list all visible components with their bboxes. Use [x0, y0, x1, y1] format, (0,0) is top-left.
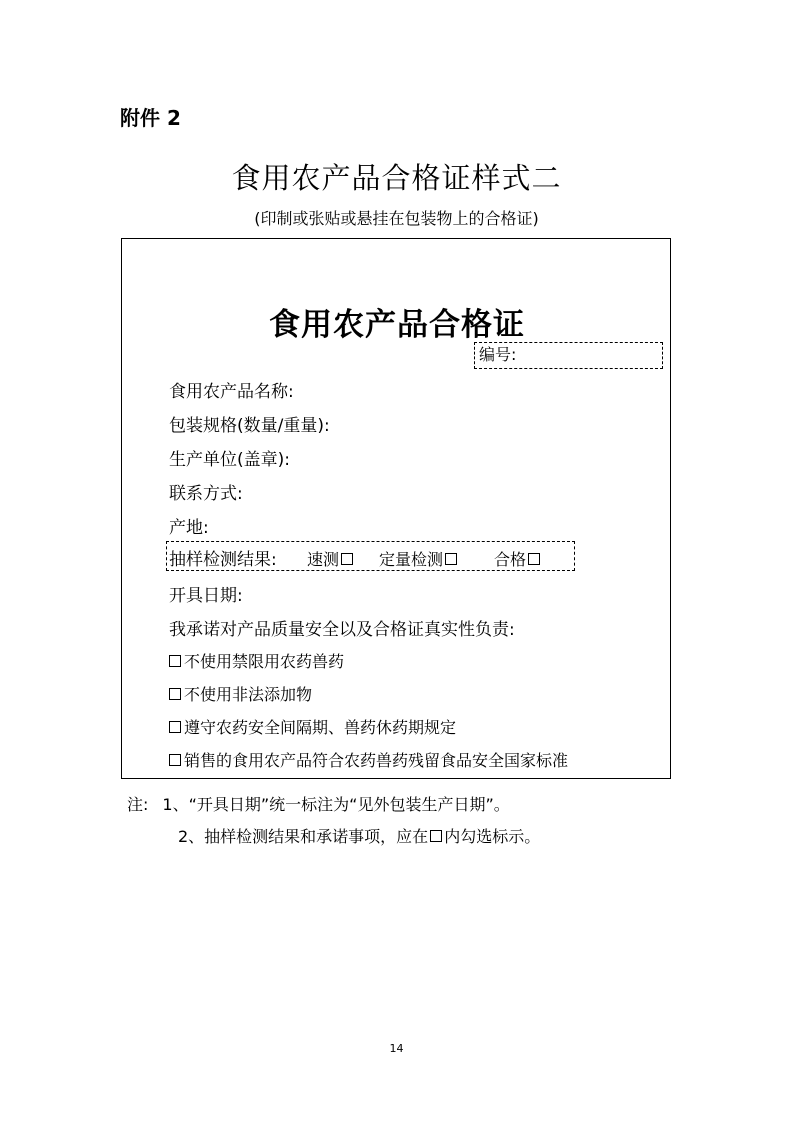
checkbox-icon — [445, 553, 457, 565]
checkbox-icon — [169, 655, 181, 667]
document-subtitle: (印制或张贴或悬挂在包装物上的合格证) — [254, 209, 539, 228]
serial-number-box — [474, 342, 663, 369]
serial-number-label: 编号: — [479, 345, 517, 364]
product-name-field: 食用农产品名称: — [169, 382, 294, 402]
commitment-item — [169, 748, 568, 771]
page-number: 14 — [389, 1042, 404, 1055]
test-result-box — [166, 541, 575, 571]
option-quantitative-test — [379, 547, 459, 570]
option-qualified — [494, 547, 542, 570]
option-qualified-label: 合格 — [494, 550, 527, 569]
contact-field: 联系方式: — [169, 484, 243, 504]
option-quick-test-label: 速测 — [307, 550, 340, 569]
note-1-text: 1、“开具日期”统一标注为“见外包装生产日期”。 — [162, 795, 510, 814]
option-quantitative-test-label: 定量检测 — [379, 550, 444, 569]
checkbox-icon — [169, 688, 181, 700]
checkbox-icon — [169, 754, 181, 766]
origin-field: 产地: — [169, 518, 209, 538]
note-2-text-before: 2、抽样检测结果和承诺事项，应在 — [178, 827, 429, 846]
note-2 — [178, 824, 540, 847]
checkbox-icon — [430, 830, 442, 842]
commitment-item — [169, 682, 312, 705]
note-2-text-after: 内勾选标示。 — [444, 827, 541, 846]
commitment-text: 不使用非法添加物 — [184, 685, 313, 704]
producer-field: 生产单位(盖章): — [169, 450, 290, 470]
checkbox-icon — [169, 721, 181, 733]
commitment-text: 不使用禁限用农药兽药 — [184, 652, 345, 671]
commitment-text: 遵守农药安全间隔期、兽药休药期规定 — [184, 718, 457, 737]
packaging-field: 包装规格(数量/重量): — [169, 416, 330, 436]
option-quick-test — [307, 547, 355, 570]
certificate-box — [121, 238, 671, 779]
note-prefix: 注: — [127, 795, 149, 814]
attachment-label: 附件 2 — [120, 106, 181, 130]
checkbox-icon — [528, 553, 540, 565]
checkbox-icon — [341, 553, 353, 565]
commitment-item — [169, 649, 344, 672]
document-title: 食用农产品合格证样式二 — [231, 161, 562, 195]
commitment-text: 销售的食用农产品符合农药兽药残留食品安全国家标准 — [184, 751, 569, 770]
issue-date-field: 开具日期: — [169, 586, 243, 606]
certificate-title: 食用农产品合格证 — [269, 307, 525, 343]
note-1 — [127, 792, 510, 815]
commitment-heading: 我承诺对产品质量安全以及合格证真实性负责: — [169, 620, 515, 640]
test-result-label: 抽样检测结果: — [169, 550, 277, 570]
commitment-item — [169, 715, 456, 738]
